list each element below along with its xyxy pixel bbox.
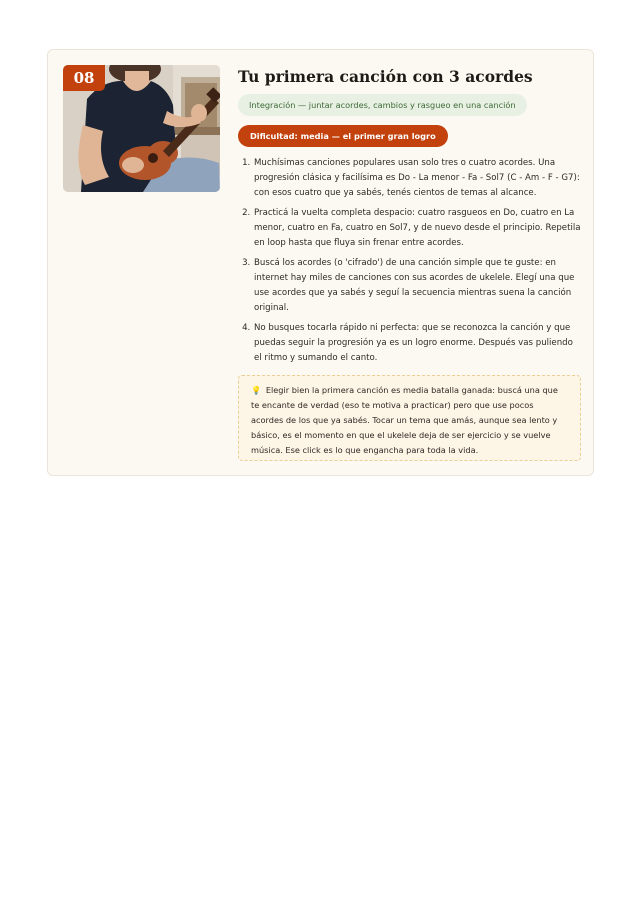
step-item: 1. Muchísimas canciones populares usan solo tres o cuatro acordes. Una progresión clásica y facilísima es Do - La menor - Fa - Sol7 (C - Am - F - G7): con esos cuatro que ya sabés, tenés cientos de temas al alcance.: [253, 156, 583, 201]
lightbulb-icon: 💡: [251, 385, 262, 395]
steps-list: [238, 156, 583, 371]
lesson-title: Tu primera canción con 3 acordes: [238, 67, 533, 86]
tip-box: [238, 375, 581, 461]
topic-tag: Integración — juntar acordes, cambios y rasgueo en una canción: [238, 94, 527, 116]
lesson-card: [47, 49, 594, 476]
lesson-number-badge: 08: [63, 65, 105, 91]
tip-text: Elegir bien la primera canción es media batalla ganada: buscá una que te encante de verdad (eso te motiva a practicar) pero que use pocos acordes de los que ya sabés. Tocar un tema que amás, aunque sea lento y básico, es el momento en que el ukelele deja de ser ejercicio y se vuelve música. Ese click es lo que engancha para toda la vida.: [251, 385, 558, 455]
difficulty-badge: Dificultad: media — el primer gran logro: [238, 125, 448, 147]
step-item: 3. Buscá los acordes (o 'cifrado') de una canción simple que te guste: en internet hay miles de canciones con sus acordes de ukelele. Elegí una que use acordes que ya sabés y seguí la secuencia mientras suena la canción original.: [253, 256, 583, 316]
step-item: 4. No busques tocarla rápido ni perfecta: que se reconozca la canción y que puedas seguir la progresión ya es un logro enorme. Después vas puliendo el ritmo y sumando el canto.: [253, 321, 583, 366]
step-item: 2. Practicá la vuelta completa despacio: cuatro rasgueos en Do, cuatro en La menor, cuatro en Fa, cuatro en Sol7, y de nuevo desde el principio. Repetila en loop hasta que fluya sin frenar entre acordes.: [253, 206, 583, 251]
